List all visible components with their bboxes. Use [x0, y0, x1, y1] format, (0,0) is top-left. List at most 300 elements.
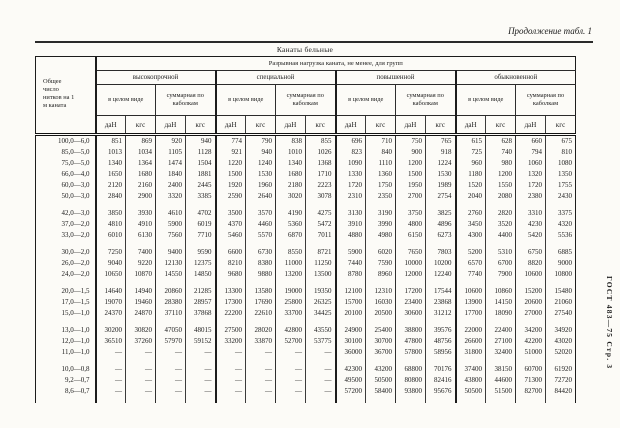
value-cell: 14150: [486, 297, 516, 308]
value-cell: 1105: [156, 147, 186, 158]
value-cell: 20100: [336, 308, 366, 319]
value-cell: 869: [126, 135, 156, 148]
value-cell: 851: [96, 135, 126, 148]
value-cell: 5536: [546, 230, 576, 241]
table-row: [36, 230, 576, 241]
value-cell: 26325: [306, 297, 336, 308]
value-cell: 22200: [216, 308, 246, 319]
header-row-subgroups: [36, 85, 576, 116]
value-cell: 1720: [516, 180, 546, 191]
value-cell: 1034: [126, 147, 156, 158]
value-cell: 3825: [426, 208, 456, 219]
value-cell: —: [186, 386, 216, 397]
value-cell: 36700: [366, 347, 396, 358]
spacer-cell: [126, 397, 156, 403]
value-cell: 70176: [426, 364, 456, 375]
header-row-load: [36, 57, 576, 71]
load-header: Разрывная нагрузка каната, не менее, для групп: [96, 57, 576, 71]
row-label: 24,0—2,0: [61, 270, 90, 278]
value-cell: 38150: [486, 364, 516, 375]
breaking-load-table: [35, 56, 576, 403]
spacer-cell: [336, 397, 366, 403]
value-cell: 24900: [336, 325, 366, 336]
value-cell: 7590: [366, 258, 396, 269]
value-cell: 3078: [306, 191, 336, 202]
value-cell: —: [126, 347, 156, 358]
value-cell: 1840: [156, 169, 186, 180]
value-cell: 48015: [186, 325, 216, 336]
value-cell: 14550: [156, 269, 186, 280]
value-cell: —: [276, 386, 306, 397]
value-cell: 82416: [426, 375, 456, 386]
value-cell: 37400: [456, 364, 486, 375]
value-cell: 7250: [96, 247, 126, 258]
value-cell: 57200: [336, 386, 366, 397]
value-cell: 3450: [456, 219, 486, 230]
block-spacer-row: [36, 397, 576, 403]
value-cell: 21060: [546, 297, 576, 308]
value-cell: 9590: [186, 247, 216, 258]
value-cell: 6273: [426, 230, 456, 241]
value-cell: 1881: [186, 169, 216, 180]
value-cell: —: [96, 386, 126, 397]
value-cell: 23400: [396, 297, 426, 308]
value-cell: 17544: [426, 286, 456, 297]
value-cell: 42300: [336, 364, 366, 375]
value-cell: 765: [426, 135, 456, 148]
value-cell: 918: [426, 147, 456, 158]
value-cell: 10860: [486, 286, 516, 297]
value-cell: 774: [216, 135, 246, 148]
value-cell: 17200: [396, 286, 426, 297]
table-row: [36, 158, 576, 169]
value-cell: 1710: [306, 169, 336, 180]
value-cell: 1224: [426, 158, 456, 169]
header-row-groups: [36, 71, 576, 85]
value-cell: 27000: [516, 308, 546, 319]
value-cell: 27540: [546, 308, 576, 319]
value-cell: 2310: [336, 191, 366, 202]
value-cell: —: [126, 386, 156, 397]
value-cell: 15480: [546, 286, 576, 297]
unit-header: даН: [96, 116, 126, 135]
value-cell: 15700: [336, 297, 366, 308]
value-cell: 1340: [96, 158, 126, 169]
value-cell: 9680: [216, 269, 246, 280]
value-cell: 3850: [96, 208, 126, 219]
value-cell: 920: [156, 135, 186, 148]
value-cell: 13500: [306, 269, 336, 280]
value-cell: 2760: [456, 208, 486, 219]
value-cell: 51000: [516, 347, 546, 358]
value-cell: —: [216, 375, 246, 386]
value-cell: 838: [276, 135, 306, 148]
value-cell: 4980: [366, 230, 396, 241]
value-cell: 19460: [126, 297, 156, 308]
value-cell: —: [216, 386, 246, 397]
value-cell: 10650: [96, 269, 126, 280]
value-cell: 52020: [546, 347, 576, 358]
value-cell: 4610: [156, 208, 186, 219]
value-cell: 7011: [306, 230, 336, 241]
value-cell: —: [306, 347, 336, 358]
value-cell: 6885: [546, 247, 576, 258]
value-cell: 940: [246, 147, 276, 158]
value-cell: 10600: [456, 286, 486, 297]
value-cell: 1090: [336, 158, 366, 169]
value-cell: 750: [396, 135, 426, 148]
value-cell: —: [126, 364, 156, 375]
value-cell: 10200: [426, 258, 456, 269]
row-label: 8,6—0,7: [65, 387, 90, 395]
table-row: [36, 297, 576, 308]
value-cell: 6019: [186, 219, 216, 230]
value-cell: 9880: [246, 269, 276, 280]
value-cell: 4702: [186, 208, 216, 219]
value-cell: —: [156, 386, 186, 397]
value-cell: 855: [306, 135, 336, 148]
value-cell: —: [156, 347, 186, 358]
unit-header: даН: [396, 116, 426, 135]
value-cell: 50500: [366, 375, 396, 386]
value-cell: 30700: [366, 336, 396, 347]
value-cell: 1755: [546, 180, 576, 191]
value-cell: 13900: [456, 297, 486, 308]
value-cell: 6730: [246, 247, 276, 258]
value-cell: 68800: [396, 364, 426, 375]
subgroup-header: суммарная по каболкам: [156, 85, 216, 116]
value-cell: 13300: [216, 286, 246, 297]
value-cell: 51500: [486, 386, 516, 397]
spacer-cell: [396, 397, 426, 403]
spacer-cell: [366, 397, 396, 403]
value-cell: 7560: [156, 230, 186, 241]
value-cell: 1950: [396, 180, 426, 191]
unit-header: кгс: [306, 116, 336, 135]
value-cell: 11000: [276, 258, 306, 269]
value-cell: 8210: [216, 258, 246, 269]
value-cell: 6150: [396, 230, 426, 241]
unit-header: кгс: [366, 116, 396, 135]
value-cell: 696: [336, 135, 366, 148]
row-label: 75,0—5,0: [61, 159, 90, 167]
value-cell: 93800: [396, 386, 426, 397]
value-cell: 6020: [366, 247, 396, 258]
value-cell: 2900: [126, 191, 156, 202]
value-cell: 58956: [426, 347, 456, 358]
subgroup-header: в целом виде: [96, 85, 156, 116]
value-cell: 30100: [336, 336, 366, 347]
table-row: [36, 180, 576, 191]
value-cell: 13580: [246, 286, 276, 297]
value-cell: 71300: [516, 375, 546, 386]
table-row: [36, 375, 576, 386]
value-cell: 4910: [126, 219, 156, 230]
value-cell: 18090: [486, 308, 516, 319]
value-cell: —: [186, 364, 216, 375]
value-cell: 95676: [426, 386, 456, 397]
value-cell: 3910: [336, 219, 366, 230]
value-cell: —: [306, 375, 336, 386]
value-cell: 3500: [216, 208, 246, 219]
spacer-cell: [96, 397, 126, 403]
value-cell: 8820: [516, 258, 546, 269]
row-count-header: [36, 57, 96, 135]
value-cell: 12240: [426, 269, 456, 280]
group-header: повышенной: [336, 71, 456, 85]
value-cell: 3320: [156, 191, 186, 202]
value-cell: 1330: [336, 169, 366, 180]
value-cell: 7650: [396, 247, 426, 258]
value-cell: 9040: [96, 258, 126, 269]
value-cell: 9400: [156, 247, 186, 258]
value-cell: 1500: [216, 169, 246, 180]
unit-header: даН: [216, 116, 246, 135]
value-cell: 4190: [276, 208, 306, 219]
value-cell: 4370: [216, 219, 246, 230]
value-cell: 5900: [156, 219, 186, 230]
value-cell: 3990: [366, 219, 396, 230]
value-cell: 5310: [486, 247, 516, 258]
value-cell: 1220: [216, 158, 246, 169]
value-cell: —: [126, 375, 156, 386]
unit-header: кгс: [246, 116, 276, 135]
row-label: 42,0—3,0: [61, 209, 90, 217]
row-label: 100,0—6,0: [58, 137, 90, 145]
value-cell: 34425: [306, 308, 336, 319]
value-cell: 1720: [336, 180, 366, 191]
value-cell: 33870: [246, 336, 276, 347]
subgroup-header: в целом виде: [456, 85, 516, 116]
value-cell: 1500: [396, 169, 426, 180]
value-cell: 32400: [486, 347, 516, 358]
subgroup-header: в целом виде: [336, 85, 396, 116]
value-cell: 1520: [456, 180, 486, 191]
value-cell: —: [96, 347, 126, 358]
spacer-cell: [456, 397, 486, 403]
value-cell: 740: [486, 147, 516, 158]
value-cell: 36510: [96, 336, 126, 347]
unit-header: кгс: [126, 116, 156, 135]
value-cell: 6130: [126, 230, 156, 241]
value-cell: 8780: [336, 269, 366, 280]
unit-header: даН: [456, 116, 486, 135]
value-cell: 3190: [366, 208, 396, 219]
value-cell: 660: [516, 135, 546, 148]
value-cell: 5900: [336, 247, 366, 258]
value-cell: 2223: [306, 180, 336, 191]
value-cell: 12130: [156, 258, 186, 269]
spacer-cell: [36, 397, 96, 403]
value-cell: 810: [546, 147, 576, 158]
value-cell: 4800: [396, 219, 426, 230]
value-cell: —: [156, 375, 186, 386]
unit-header: даН: [156, 116, 186, 135]
value-cell: 1340: [276, 158, 306, 169]
value-cell: 2180: [276, 180, 306, 191]
subgroup-header: в целом виде: [216, 85, 276, 116]
value-cell: 6600: [216, 247, 246, 258]
value-cell: 4880: [336, 230, 366, 241]
value-cell: 10000: [396, 258, 426, 269]
value-cell: 8721: [306, 247, 336, 258]
value-cell: 27100: [486, 336, 516, 347]
value-cell: 1650: [96, 169, 126, 180]
value-cell: —: [276, 375, 306, 386]
value-cell: 10800: [546, 269, 576, 280]
row-label: 15,0—1,0: [61, 309, 90, 317]
row-label: 85,0—5,0: [61, 148, 90, 156]
value-cell: 4320: [546, 219, 576, 230]
value-cell: 1026: [306, 147, 336, 158]
value-cell: 31800: [456, 347, 486, 358]
value-cell: 1200: [486, 169, 516, 180]
value-cell: 28020: [246, 325, 276, 336]
row-label: 10,0—0,8: [61, 365, 90, 373]
value-cell: 4810: [96, 219, 126, 230]
value-cell: 840: [366, 147, 396, 158]
value-cell: 30600: [396, 308, 426, 319]
value-cell: 1504: [186, 158, 216, 169]
value-cell: 47800: [396, 336, 426, 347]
value-cell: 7440: [336, 258, 366, 269]
value-cell: 7740: [456, 269, 486, 280]
unit-header: кгс: [426, 116, 456, 135]
value-cell: 1013: [96, 147, 126, 158]
value-cell: 14940: [126, 286, 156, 297]
spacer-cell: [516, 397, 546, 403]
table-row: [36, 208, 576, 219]
value-cell: 823: [336, 147, 366, 158]
value-cell: 725: [456, 147, 486, 158]
value-cell: —: [96, 364, 126, 375]
table-row: [36, 308, 576, 319]
value-cell: 52700: [276, 336, 306, 347]
value-cell: 5420: [516, 230, 546, 241]
value-cell: 42800: [276, 325, 306, 336]
row-label: 13,0—1,0: [61, 326, 90, 334]
value-cell: 3375: [546, 208, 576, 219]
table-title: Канаты бельные: [276, 45, 334, 54]
value-cell: 39576: [426, 325, 456, 336]
value-cell: 33200: [216, 336, 246, 347]
value-cell: 940: [186, 135, 216, 148]
value-cell: 16030: [366, 297, 396, 308]
value-cell: 628: [486, 135, 516, 148]
value-cell: 14640: [96, 286, 126, 297]
value-cell: 25400: [366, 325, 396, 336]
value-cell: 4896: [426, 219, 456, 230]
value-cell: 900: [396, 147, 426, 158]
value-cell: 1530: [246, 169, 276, 180]
value-cell: 8550: [276, 247, 306, 258]
value-cell: 3750: [396, 208, 426, 219]
value-cell: 2350: [366, 191, 396, 202]
row-label: 50,0—3,0: [61, 192, 90, 200]
value-cell: 9220: [126, 258, 156, 269]
value-cell: 80800: [396, 375, 426, 386]
spacer-cell: [186, 397, 216, 403]
value-cell: 790: [246, 135, 276, 148]
value-cell: 37260: [126, 336, 156, 347]
value-cell: 5460: [216, 230, 246, 241]
row-label: 30,0—2,0: [61, 248, 90, 256]
value-cell: 25800: [276, 297, 306, 308]
value-cell: 3930: [126, 208, 156, 219]
value-cell: 1110: [366, 158, 396, 169]
value-cell: 1364: [126, 158, 156, 169]
value-cell: 794: [516, 147, 546, 158]
value-cell: 12375: [186, 258, 216, 269]
table-row: [36, 336, 576, 347]
value-cell: —: [156, 364, 186, 375]
value-cell: 8380: [246, 258, 276, 269]
value-cell: 49500: [336, 375, 366, 386]
row-label: 9,2—0,7: [65, 376, 90, 384]
value-cell: 22400: [486, 325, 516, 336]
value-cell: 31212: [426, 308, 456, 319]
value-cell: 11250: [306, 258, 336, 269]
value-cell: 2040: [456, 191, 486, 202]
value-cell: 42200: [516, 336, 546, 347]
row-label: 37,0—2,0: [61, 220, 90, 228]
value-cell: 3020: [276, 191, 306, 202]
value-cell: 1960: [246, 180, 276, 191]
row-label: 66,0—4,0: [61, 170, 90, 178]
value-cell: 34920: [546, 325, 576, 336]
value-cell: —: [246, 347, 276, 358]
value-cell: 43550: [306, 325, 336, 336]
value-cell: 7400: [126, 247, 156, 258]
table-header: [36, 57, 576, 135]
table-row: [36, 135, 576, 148]
continuation-note: Продолжение табл. 1: [508, 26, 592, 36]
value-cell: 4275: [306, 208, 336, 219]
value-cell: 30820: [126, 325, 156, 336]
gost-side-label: ГОСТ 483—75 Стр. 3: [605, 276, 614, 370]
value-cell: 12310: [366, 286, 396, 297]
value-cell: 24370: [96, 308, 126, 319]
value-cell: 28957: [186, 297, 216, 308]
value-cell: 21285: [186, 286, 216, 297]
value-cell: 58400: [366, 386, 396, 397]
value-cell: 8960: [366, 269, 396, 280]
table-row: [36, 364, 576, 375]
value-cell: 24870: [126, 308, 156, 319]
value-cell: 43020: [546, 336, 576, 347]
value-cell: 2400: [156, 180, 186, 191]
value-cell: 17690: [246, 297, 276, 308]
value-cell: 19350: [306, 286, 336, 297]
table-wrapper: [35, 56, 576, 403]
value-cell: —: [276, 347, 306, 358]
value-cell: 2590: [216, 191, 246, 202]
value-cell: 15200: [516, 286, 546, 297]
value-cell: 20500: [366, 308, 396, 319]
spacer-cell: [246, 397, 276, 403]
value-cell: 3570: [246, 208, 276, 219]
value-cell: —: [246, 364, 276, 375]
value-cell: 9000: [546, 258, 576, 269]
value-cell: 47050: [156, 325, 186, 336]
value-cell: 7803: [426, 247, 456, 258]
value-cell: 61920: [546, 364, 576, 375]
row-label: 33,0—2,0: [61, 231, 90, 239]
unit-header: кгс: [546, 116, 576, 135]
group-header: высокопрочной: [96, 71, 216, 85]
unit-header: даН: [276, 116, 306, 135]
group-header: обыкновенной: [456, 71, 576, 85]
